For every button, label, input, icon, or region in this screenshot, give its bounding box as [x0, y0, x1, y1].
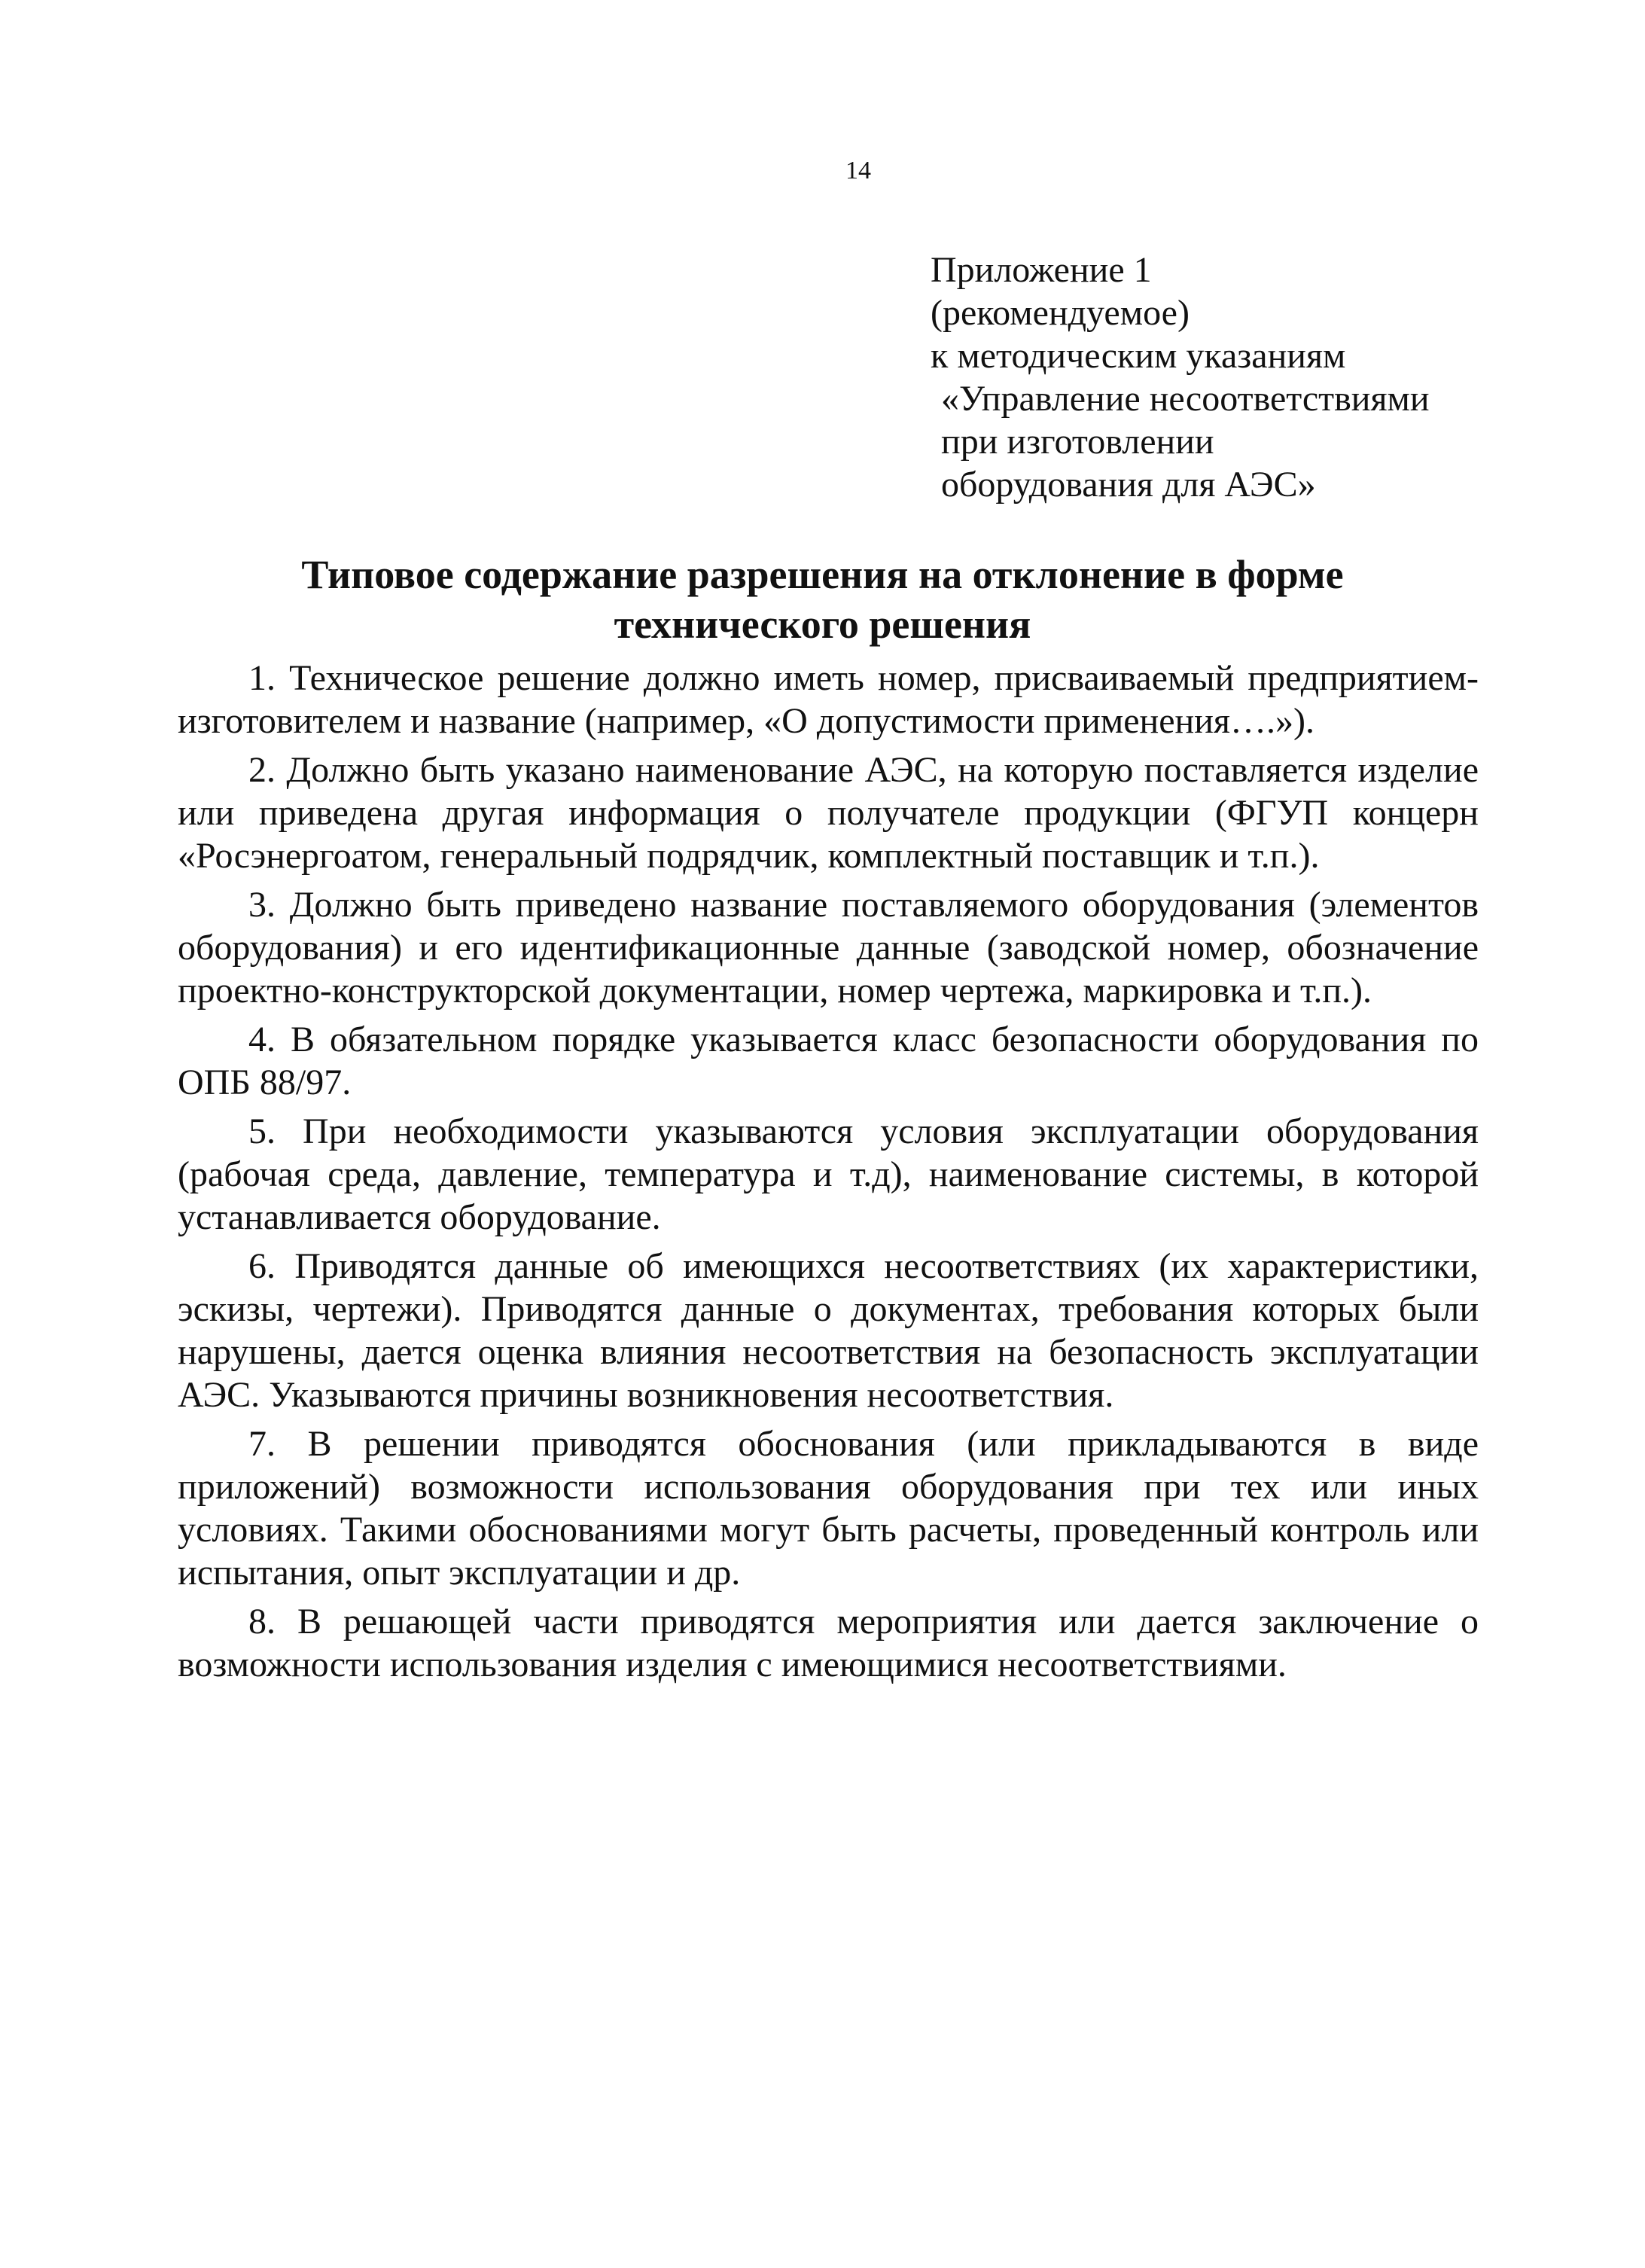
title-line-1: Типовое содержание разрешения на отклонение в форме	[301, 552, 1344, 597]
list-item: 1. Техническое решение должно иметь номер, присваиваемый предприятием-изготовителем и название (например, «О допустимости применения….»).	[178, 658, 1479, 741]
annex-line: «Управление несоответствиями	[941, 379, 1430, 419]
annex-line: оборудования для АЭС»	[941, 465, 1316, 505]
list-item: 4. В обязательном порядке указывается класс безопасности оборудования по ОПБ 88/97.	[178, 1020, 1479, 1102]
annex-line: (рекомендуемое)	[931, 293, 1190, 333]
list-item: 6. Приводятся данные об имеющихся несоответствиях (их характеристики, эскизы, чертежи). Приводятся данные о документах, требования которых были нарушены, дается оценка влияния несоответствия на безопасность эксплуатации АЭС. Указываются причины возникновения несоответствия.	[178, 1246, 1479, 1415]
page-number: 14	[845, 157, 871, 184]
list-item: 5. При необходимости указываются условия эксплуатации оборудования (рабочая среда, давление, температура и т.д), наименование системы, в которой устанавливается оборудование.	[178, 1111, 1479, 1237]
title-line-2: технического решения	[614, 602, 1031, 647]
annex-line: Приложение 1	[931, 250, 1152, 290]
document-body	[178, 657, 1479, 1692]
list-item: 3. Должно быть приведено название поставляемого оборудования (элементов оборудования) и его идентификационные данные (заводской номер, обозначение проектно-конструкторской документации, номер чертежа, маркировка и т.п.).	[178, 885, 1479, 1011]
list-item: 2. Должно быть указано наименование АЭС, на которую поставляется изделие или приведена другая информация о получателе продукции (ФГУП концерн «Росэнергоатом, генеральный подрядчик, комплектный поставщик и т.п.).	[178, 750, 1479, 876]
list-item: 7. В решении приводятся обоснования (или прикладываются в виде приложений) возможности использования оборудования при тех или иных условиях. Такими обоснованиями могут быть расчеты, проведенный контроль или испытания, опыт эксплуатации и др.	[178, 1424, 1479, 1593]
list-item: 8. В решающей части приводятся мероприятия или дается заключение о возможности использования изделия с имеющимися несоответствиями.	[178, 1602, 1479, 1684]
document-title	[151, 550, 1494, 649]
annex-header	[931, 248, 1533, 506]
annex-line: при изготовлении	[941, 422, 1214, 462]
annex-line: к методическим указаниям	[931, 336, 1346, 376]
